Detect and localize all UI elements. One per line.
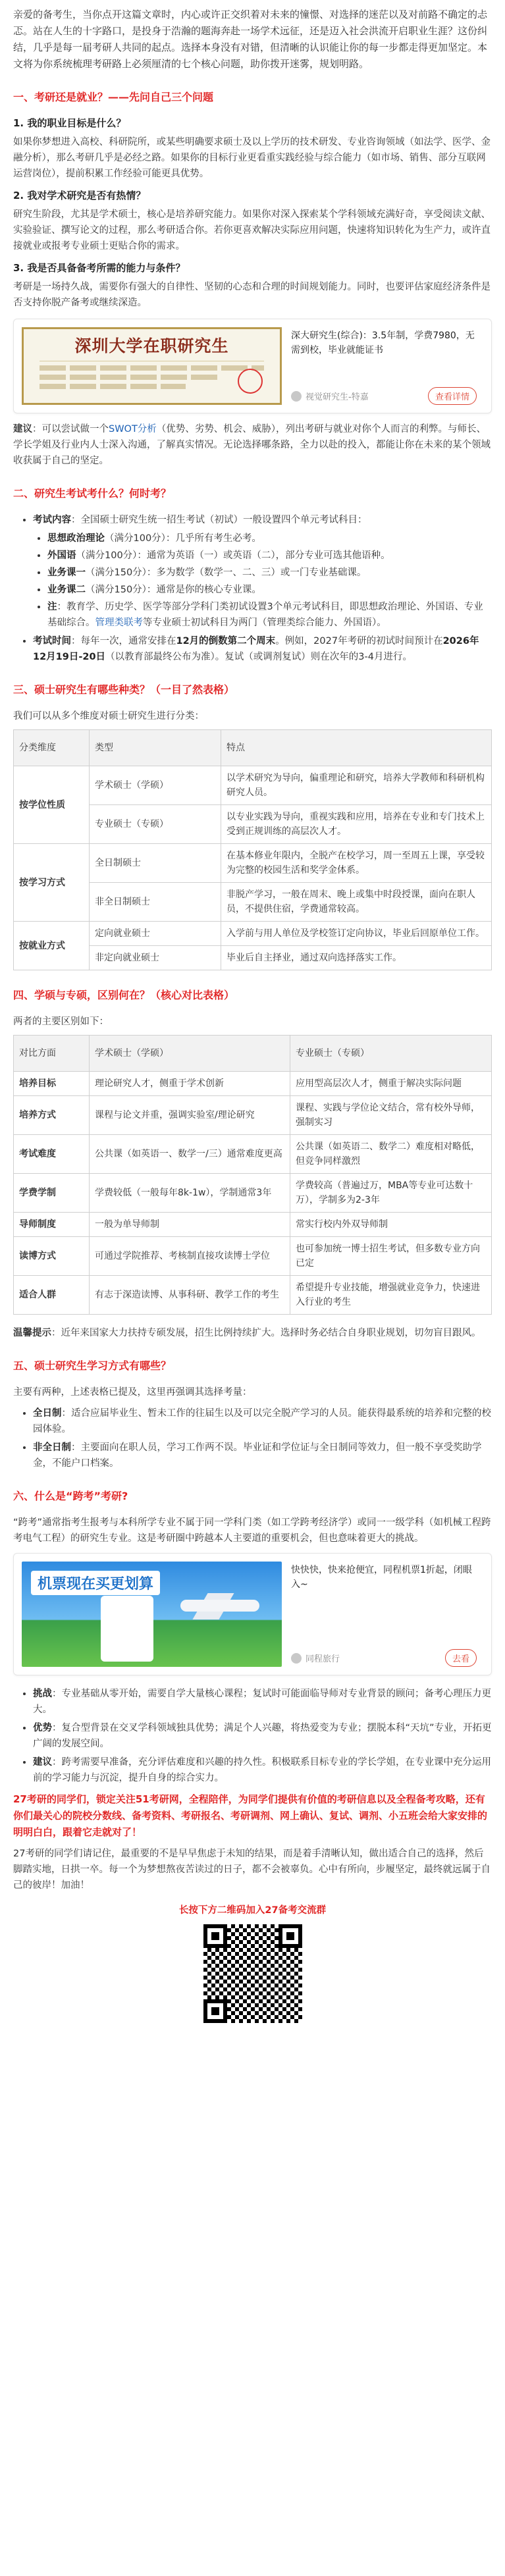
table-cell-academic: 可通过学院推荐、考核制直接攻读博士学位 [90,1237,290,1276]
go-see-button[interactable]: 去看 [445,1649,477,1667]
table-header: 专业硕士（专硕） [290,1036,492,1072]
table-row [14,922,492,946]
ad-card-university[interactable] [13,319,492,413]
ad-card-source-name: 视觉研究生-特嘉 [306,392,369,402]
table-header: 特点 [221,730,492,766]
table-cell-academic: 理论研究人才，侧重于学术创新 [90,1072,290,1096]
closing-paragraph: 27考研的同学们请记住，最重要的不是早早焦虑于未知的结果，而是着手清晰认知，做出适合自己的选择，然后脚踏实地，日拱一卒。每一个为梦想熬夜苦读过的日子，都不会被辜负。心中有所向，步履坚定，最终就远属于自己的彼岸！加油！ [13,1849,491,1891]
item-bold: 2026年12月19日-20日 [33,636,479,662]
seal-icon [238,369,263,394]
question-2-body: 研究生阶段，尤其是学术硕士，核心是培养研究能力。如果你对深入探索某个学科领域充满好奇，享受阅读文献、实验验证、撰写论文的过程，那么考研适合你。若你更喜欢解决实际应用问题，快速将知识转化为生产力，或许直接就业或报考专业硕士更贴合你的需求。 [13,209,491,251]
ad-card-title: 快快快，快来抢便宜，同程机票1折起，闭眼入~ [291,1565,472,1590]
swot-link[interactable]: SWOT分析 [109,424,157,434]
table-cell-dimension: 按学位性质 [14,766,90,844]
table-row [14,1213,492,1237]
table-cell-desc: 以学术研究为导向，偏重理论和研究，培养大学教师和科研机构研究人员。 [221,766,492,805]
list-item [33,1754,492,1786]
source-avatar-icon [291,1653,302,1664]
intro-paragraph: 亲爱的备考生，当你点开这篇文章时，内心或许正交织着对未来的憧憬、对选择的迷茫以及对前路不确定的忐忑。站在人生的十字路口，是投身于浩瀚的题海奔赴一场学术远征，还是迈入社会洪流开启职业生涯？这份纠结，几乎是每一届考研人共同的起点。选择本身没有对错，但清晰的认识能让你的每一步都走得更加坚定。本文将为你系统梳理考研路上必须厘清的七个核心问题，助你拨开迷雾，规划明路。 [13,9,488,70]
degree-type-table [13,729,492,970]
item-text: ：跨考需要早准备，充分评估难度和兴趣的持久性。积极联系目标专业的学长学姐，在专业课中充分运用前的学习能力与沉淀，提升自身的综合实力。 [33,1757,491,1783]
table-cell-type: 学术硕士（学硕） [90,766,221,805]
table-cell-aspect: 导师制度 [14,1213,90,1237]
table-cell-professional: 常实行校内外双导师制 [290,1213,492,1237]
table-header: 学术硕士（学硕） [90,1036,290,1072]
table-cell-desc: 入学前与用人单位及学校签订定向协议，毕业后回原单位工作。 [221,922,492,946]
exam-content-item [33,512,492,631]
item-label: 优势 [33,1723,52,1733]
table-cell-dimension: 按学习方式 [14,844,90,922]
qr-finder-pattern [203,1999,227,2023]
ad-card-travel[interactable] [13,1553,492,1675]
tip-text: ：近年来国家大力扶持专硕发展，招生比例持续扩大。选择时务必结合自身职业规划，切勿盲目跟风。 [51,1328,481,1338]
qr-code[interactable] [203,1924,302,2023]
item-label: 挑战 [33,1689,52,1699]
item-text: ：专业基础从零开始，需要自学大量核心课程；复试时可能面临导师对专业背景的顾问；备考心理压力更大。 [33,1689,491,1715]
promo-highlight: 27考研的同学们，锁定关注51考研网，全程陪伴，为同学们提供有价值的考研信息以及全程备考攻略，还有你们最关心的院校分数线、备考资料、考研报名、考研调剂、网上确认、复试、调剂、小五班会给大家安排的明明白白，跟着它走就对了！ [13,1793,488,1838]
table-cell-type: 专业硕士（专硕） [90,805,221,844]
item-text: ：教育学、历史学、医学等部分学科门类初试设置3个单元考试科目，即思想政治理论、外国语、专业基础综合。 [47,602,483,628]
item-text: （满分100分）：几乎所有考生必考。 [105,533,261,544]
list-item [33,1720,492,1752]
table-header: 类型 [90,730,221,766]
table-cell-professional: 应用型高层次人才，侧重于解决实际问题 [290,1072,492,1096]
section-heading-5: 五、硕士研究生学习方式有哪些？ [13,1359,172,1372]
subject-course-2 [47,582,492,598]
question-3-title: 3. 我是否具备备考所需的能力与条件？ [13,262,186,274]
subject-course-1 [47,565,492,581]
ad-banner-text: 机票现在买更划算 [31,1571,160,1595]
table-cell-type: 定向就业硕士 [90,922,221,946]
table-header-row [14,1036,492,1072]
qr-cta-text: 长按下方二维码加入27备考交流群 [178,1905,327,1916]
intro [13,7,492,72]
item-text: （满分100分）：通常为英语（一）或英语（二），部分专业可选其他语种。 [76,550,390,561]
suggestion-label: 建议 [13,424,32,434]
ad-card-title: 深大研究生(综合)：3.5年制，学费7980，无需到校，毕业就能证书 [291,330,475,355]
management-exam-link[interactable]: 管理类联考 [95,618,143,628]
ad-card-source [291,390,369,402]
table-cell-academic: 有志于深造读博、从事科研、教学工作的考生 [90,1276,290,1315]
table-row [14,1174,492,1213]
table-row [14,1276,492,1315]
cross-exam-points [13,1686,492,1786]
item-text: 。例如，2027年考研的初试时间预计在 [275,636,443,646]
ad-card-info [282,1562,483,1667]
section-heading-1: 一、考研还是就业？——先问自己三个问题 [13,91,214,103]
table-cell-aspect: 适合人群 [14,1276,90,1315]
ad-card-footer [291,387,477,405]
table-row [14,1096,492,1135]
table-row [14,844,492,883]
table-cell-aspect: 培养方式 [14,1096,90,1135]
item-text: ：每年一次，通常安排在 [71,636,176,646]
table-cell-desc: 毕业后自主择业，通过双向选择落实工作。 [221,946,492,970]
item-label: 注 [47,602,57,612]
item-text: ：全国硕士研究生统一招生考试（初试）一般设置四个单元考试科目： [71,515,367,525]
table-cell-type: 非定向就业硕士 [90,946,221,970]
table-cell-dimension: 按就业方式 [14,922,90,970]
table-cell-type: 非全日制硕士 [90,883,221,922]
section-heading-2: 二、研究生考试考什么？何时考？ [13,487,172,500]
subject-language [47,548,492,564]
table-header: 分类维度 [14,730,90,766]
question-1-body: 如果你梦想进入高校、科研院所，或某些明确要求硕士及以上学历的技术研发、专业咨询领域（如法学、医学、金融分析），那么考研几乎是必经之路。如果你的目标行业更看重实践经验与综合能力（如市场、销售、部分互联网运营岗位），提前积累工作经验可能更具优势。 [13,137,491,179]
section-heading-4: 四、学硕与专硕，区别何在？（核心对比表格） [13,989,235,1001]
ad-card-source-name: 同程旅行 [306,1654,340,1664]
airplane-icon [180,1600,259,1612]
ad-card-footer [291,1649,477,1667]
table-row [14,1237,492,1276]
suggestion-paragraph [13,421,492,469]
question-2-title: 2. 我对学术研究是否有热情？ [13,190,146,201]
section-6-body: “跨考”通常指考生报考与本科所学专业不属于同一学科门类（如工学跨考经济学）或同一一级学科（如机械工程跨考电气工程）的研究生专业。这是考研圈中跨越本人主要道的重要机会，但也意味着更大的挑战。 [13,1517,491,1544]
exam-time-item [33,633,492,665]
table-cell-professional: 学费较高（普遍过万，MBA等专业可达数十万），学制多为2-3年 [290,1174,492,1213]
item-label: 思想政治理论 [47,533,105,544]
item-label: 建议 [33,1757,52,1768]
item-label: 外国语 [47,550,76,561]
source-avatar-icon [291,391,302,402]
item-label: 考试时间 [33,636,71,646]
table-cell-academic: 公共课（如英语一、数学一/三）通常难度更高 [90,1135,290,1174]
item-label: 非全日制 [33,1442,71,1453]
table-row [14,1135,492,1174]
table-header-row [14,730,492,766]
exam-subjects-list [33,531,492,631]
ad-travel-image [22,1562,282,1667]
item-label: 业务课二 [47,585,86,595]
item-label: 考试内容 [33,515,71,525]
list-item [33,1686,492,1718]
comparison-table [13,1035,492,1315]
table-cell-professional: 也可参加统一博士招生考试，但多数专业方向已定 [290,1237,492,1276]
section-heading-6: 六、什么是“跨考”考研? [13,1490,128,1502]
section-4-lead: 两者的主要区别如下： [13,1016,109,1027]
certificate-body [40,361,264,389]
item-bold: 12月的倒数第二个周末 [176,636,276,646]
qr-finder-pattern [279,1924,302,1948]
ad-card-info [282,327,483,405]
item-text: ：主要面向在职人员，学习工作两不误。毕业证和学位证与全日制同等效力，但一般不享受奖助学金，不能户口档案。 [33,1442,482,1469]
table-cell-aspect: 学费学制 [14,1174,90,1213]
table-cell-desc: 在基本修业年限内，全脱产在校学习，周一至周五上课，享受较为完整的校园生活和奖学金体系。 [221,844,492,883]
tip-label: 温馨提示 [13,1328,51,1338]
ad-card-source [291,1652,340,1664]
phone-graphic [101,1596,153,1662]
section-heading-3: 三、硕士研究生有哪些种类？（一目了然表格） [13,683,235,696]
table-cell-academic: 学费较低（一般每年8k-1w），学制通常3年 [90,1174,290,1213]
table-row [14,766,492,805]
certificate-image [22,327,282,405]
list-item [33,1406,492,1437]
suggestion-text-2: （优势、劣势、机会、威胁），列出考研与就业对你个人而言的利弊。与师长、学长学姐及行业内人士深入沟通，了解真实情况。无论选择哪条路，全力以赴的投入，都能让你在未来的某个领域收获属于自己的坚定。 [13,424,491,466]
table-cell-desc: 以专业实践为导向，重视实践和应用，培养在专业和专门技术上受到正规训练的高层次人才。 [221,805,492,844]
item-text: ：适合应届毕业生、暂未工作的往届生以及可以完全脱产学习的人员。能获得最系统的培养和完整的校园体验。 [33,1408,491,1434]
certificate-title: 深圳大学在职研究生 [74,336,229,355]
table-cell-aspect: 培养目标 [14,1072,90,1096]
table-cell-aspect: 读博方式 [14,1237,90,1276]
study-mode-list [13,1406,492,1471]
item-label: 全日制 [33,1408,62,1419]
item-label: 业务课一 [47,567,86,578]
table-cell-aspect: 考试难度 [14,1135,90,1174]
table-cell-academic: 课程与论文并重，强调实验室/理论研究 [90,1096,290,1135]
subject-note [47,599,492,631]
qr-finder-pattern [203,1924,227,1948]
view-details-button[interactable]: 查看详情 [428,387,477,405]
item-text: 等专业硕士初试科目为两门（管理类综合能力、外国语）。 [143,618,386,628]
table-row [14,1072,492,1096]
section-3-lead: 我们可以从多个维度对硕士研究生进行分类： [13,711,204,722]
section-5-lead: 主要有两种，上述表格已提及，这里再强调其选择考量： [13,1387,252,1398]
subject-politics [47,531,492,546]
exam-info-list [13,512,492,665]
tip-paragraph [13,1325,492,1341]
question-1-title: 1. 我的职业目标是什么？ [13,117,126,129]
table-cell-type: 全日制硕士 [90,844,221,883]
question-3-body: 考研是一场持久战，需要你有强大的自律性、坚韧的心态和合理的时间规划能力。同时，也要评估家庭经济条件是否支持你脱产备考或继续深造。 [13,282,491,308]
item-text: ：复合型背景在交叉学科领域独具优势；满足个人兴趣，将热爱变为专业；摆脱本科“天坑”专业，开拓更广阔的发展空间。 [33,1723,492,1749]
table-cell-professional: 公共课（如英语二、数学二）难度相对略低，但竞争同样激烈 [290,1135,492,1174]
table-cell-professional: 课程、实践与学位论文结合，常有校外导师，强制实习 [290,1096,492,1135]
table-cell-desc: 非脱产学习，一般在周末、晚上或集中时段授课，面向在职人员，不提供住宿，学费通常较高。 [221,883,492,922]
suggestion-text-1: ：可以尝试做一个 [32,424,109,434]
list-item [33,1440,492,1471]
table-cell-academic: 一般为单导师制 [90,1213,290,1237]
item-text: （以教育部最终公布为准）。复试（或调剂复试）则在次年的3-4月进行。 [105,652,412,662]
table-header: 对比方面 [14,1036,90,1072]
item-text: （满分150分）：多为数学（数学一、二、三）或一门专业基础课。 [86,567,367,578]
item-text: （满分150分）：通常是你的核心专业课。 [86,585,261,595]
table-cell-professional: 希望提升专业技能，增强就业竞争力，快速进入行业的考生 [290,1276,492,1315]
